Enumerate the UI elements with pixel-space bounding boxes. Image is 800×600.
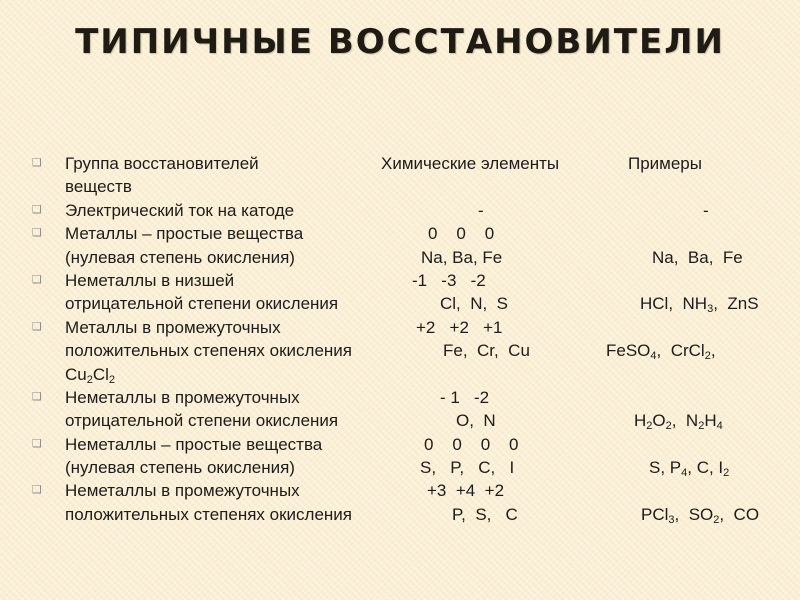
bullet-icon: ❑ bbox=[32, 484, 42, 497]
group-label: Неметаллы – простые вещества bbox=[65, 434, 323, 454]
table-row bbox=[32, 409, 800, 432]
examples-cell: FeSO$_4$, CrCl$_2$, bbox=[606, 341, 716, 363]
table-row bbox=[32, 433, 800, 456]
group-label: Металлы – простые вещества bbox=[65, 224, 304, 244]
group-label: отрицательной степени окисления bbox=[65, 411, 339, 431]
elements-cell: Na, Ba, Fe bbox=[421, 247, 503, 267]
examples-cell: PCl$_3$, $SO_2$, CO bbox=[641, 504, 760, 526]
examples-cell: Na, Ba, Fe bbox=[652, 247, 743, 267]
table-row bbox=[32, 503, 800, 526]
examples-cell: - bbox=[703, 200, 709, 220]
group-label: Металлы в промежуточных bbox=[65, 317, 281, 337]
examples-cell: $Cu_2Cl_2$ bbox=[65, 364, 116, 386]
header-examples-label: Примеры bbox=[628, 154, 702, 173]
group-label: Неметаллы в низшей bbox=[65, 270, 235, 290]
bullet-icon: ❑ bbox=[32, 437, 42, 450]
header-group-label: Группа восстановителей bbox=[65, 154, 259, 173]
bullet-icon: ❑ bbox=[32, 320, 42, 333]
examples-cell: S, $P_4$, C, $I_2$ bbox=[649, 458, 730, 480]
table-row bbox=[32, 479, 800, 502]
group-label: положительных степенях окисления bbox=[65, 504, 352, 524]
elements-cell: P, S, C bbox=[452, 504, 518, 524]
group-label: Неметаллы в промежуточных bbox=[65, 387, 300, 407]
elements-cell: Cl, N, S bbox=[440, 294, 509, 314]
group-label: отрицательной степени окисления bbox=[65, 294, 339, 314]
table-row bbox=[32, 152, 800, 175]
table-row bbox=[32, 199, 800, 222]
group-label: (нулевая степень окисления) bbox=[65, 247, 295, 267]
table-row bbox=[32, 386, 800, 409]
elements-cell: O, N bbox=[456, 411, 496, 431]
table-row bbox=[32, 316, 800, 339]
elements-cell: - bbox=[478, 200, 484, 220]
table-row bbox=[32, 175, 800, 198]
oxidation-states-cell: 0 0 0 0 bbox=[424, 434, 519, 454]
table-row bbox=[32, 339, 800, 362]
table-row bbox=[32, 246, 800, 269]
oxidation-states-cell: +3 +4 +2 bbox=[427, 481, 505, 501]
table-row bbox=[32, 222, 800, 245]
group-label: положительных степенях окисления bbox=[65, 341, 352, 361]
oxidation-states-cell: 0 0 0 bbox=[428, 224, 495, 244]
group-label: Электрический ток на катоде bbox=[65, 200, 295, 220]
table-row bbox=[32, 269, 800, 292]
oxidation-states-cell: +2 +2 +1 bbox=[416, 317, 503, 337]
oxidation-states-cell: -1 -3 -2 bbox=[412, 270, 486, 290]
table-row bbox=[32, 292, 800, 315]
table-row bbox=[32, 363, 800, 386]
oxidation-states-cell: - 1 -2 bbox=[440, 387, 490, 407]
bullet-icon: ❑ bbox=[32, 273, 42, 286]
group-label: (нулевая степень окисления) bbox=[65, 458, 295, 478]
examples-cell: $H_2O_2$, $N_2H_4$ bbox=[634, 411, 723, 433]
bullet-icon: ❑ bbox=[32, 227, 42, 240]
examples-cell: HCl, $NH_3$, ZnS bbox=[640, 294, 759, 316]
header-substances-label: веществ bbox=[65, 177, 132, 197]
elements-cell: Fe, Cr, Cu bbox=[443, 341, 530, 361]
table-row bbox=[32, 456, 800, 479]
header-elements-label: Химические элементы bbox=[381, 154, 560, 173]
reducers-table bbox=[32, 152, 800, 526]
elements-cell: S, P, C, I bbox=[420, 458, 515, 478]
group-label: Неметаллы в промежуточных bbox=[65, 481, 300, 501]
slide-title: ТИПИЧНЫЕ ВОССТАНОВИТЕЛИ bbox=[75, 22, 725, 62]
bullet-icon: ❑ bbox=[32, 203, 42, 216]
bullet-icon: ❑ bbox=[32, 157, 42, 169]
bullet-icon: ❑ bbox=[32, 390, 42, 403]
